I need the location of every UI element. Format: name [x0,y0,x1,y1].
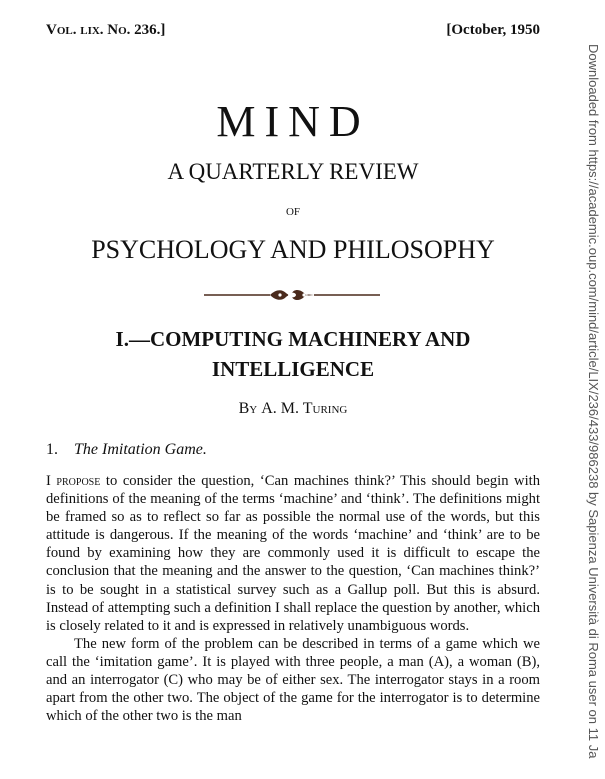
section-title: The Imitation Game. [74,441,207,458]
running-head [46,22,540,42]
author-prefix: By [238,400,258,417]
article-author [46,399,540,419]
article-title [46,324,540,384]
decorative-rule-ornament-icon [204,286,380,304]
journal-subject: PSYCHOLOGY AND PHILOSOPHY [91,235,495,264]
article-body [46,472,540,725]
journal-subtitle: A QUARTERLY REVIEW [167,159,419,184]
section-heading [46,440,540,460]
download-watermark [588,44,602,779]
article-title-line-2: INTELLIGENCE [211,357,375,381]
journal-subtitle-of: OF [285,206,301,218]
paragraph-lead-small-caps: I propose [46,473,101,489]
author-name: A. M. Turing [261,400,348,417]
volume-number: Vol. lix. No. 236.] [46,22,166,38]
paragraph [46,472,540,635]
issue-date: [October, 1950 [446,22,540,38]
article-title-line-1: I.—COMPUTING MACHINERY AND [115,327,471,351]
paragraph-text: to consider the question, ‘Can machines think?’ This should begin with definitions of the meaning of the terms ‘machine’ and ‘think’. The definitions might be framed so as to reflect so far as possible the normal use of the words, but this attitude is dangerous. If the meaning of the words ‘machine’ and ‘think’ are to be found by examining how they are commonly used it is difficult to escape the conclusion that the meaning and the answer to the question, ‘Can machines think?’ is to be sought in a statistical survey such as a Gallup poll. But this is absurd. Instead of attempting such a definition I shall replace the question by another, which is closely related to it and is expressed in relatively unambiguous words. [46,473,540,634]
journal-title: MIND [216,97,370,146]
section-number: 1. [46,441,58,458]
watermark-text: Downloaded from https://academic.oup.com/mind/article/LIX/236/433/986238 by Sapienza Università di Roma user on 11 Ja [586,44,601,759]
paragraph: The new form of the problem can be described in terms of a game which we call the ‘imitation game’. It is played with three people, a man (A), a woman (B), and an interrogator (C) who may be of either sex. The interrogator stays in a room apart from the other two. The object of the game for the interrogator is to determine which of the other two is the man [46,635,540,725]
